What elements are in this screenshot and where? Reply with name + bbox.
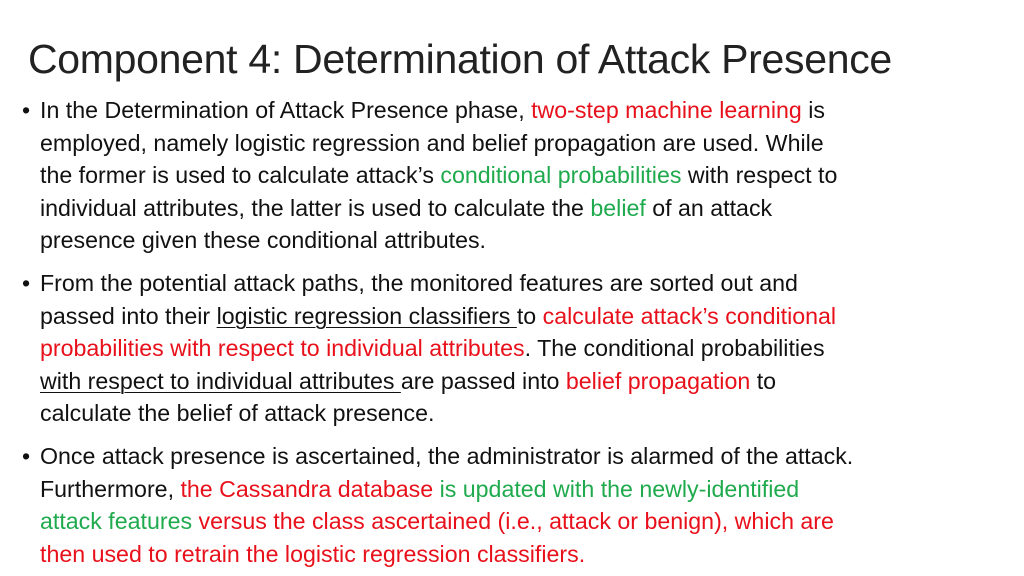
text-line	[40, 505, 1008, 538]
bullet-list	[18, 94, 1008, 570]
text-run: are passed into	[400, 367, 566, 394]
text-run: Once attack presence is ascertained, the administrator is alarmed of the attack.	[40, 442, 854, 469]
text-line	[40, 267, 1008, 300]
underlined-text: with respect to individual attributes	[40, 367, 401, 394]
text-line	[40, 224, 1008, 257]
highlight-green: belief	[590, 194, 646, 221]
bullet-dot: •	[21, 97, 31, 123]
highlight-red: probabilities with respect to individual attributes	[40, 335, 525, 362]
text-line	[40, 397, 1008, 430]
text-run: employed, namely logistic regression and belief propagation are used. While	[40, 129, 824, 156]
highlight-red: versus the class ascertained (i.e., attack or benign), which are	[192, 508, 834, 535]
highlight-red: the Cassandra database	[180, 475, 434, 502]
text-run: In the Determination of Attack Presence phase,	[40, 97, 532, 123]
text-line	[40, 94, 1008, 127]
slide-title: Component 4: Determination of Attack Presence	[28, 36, 892, 82]
bullet-item	[18, 440, 1008, 570]
text-run: of an attack	[645, 194, 773, 221]
bullet-item	[18, 94, 1008, 257]
highlight-red: two-step machine learning	[531, 97, 802, 123]
highlight-red: then used to retrain the logistic regression classifiers.	[40, 540, 586, 567]
text-run: passed into their	[40, 302, 217, 329]
text-run: to	[750, 367, 777, 394]
bullet-item	[18, 267, 1008, 430]
text-run: . The conditional probabilities	[524, 335, 825, 362]
text-run: Furthermore,	[40, 475, 181, 502]
text-line	[40, 538, 1008, 571]
text-line	[40, 300, 1008, 333]
text-run: From the potential attack paths, the monitored features are sorted out and	[40, 269, 798, 296]
text-line	[40, 332, 1008, 365]
text-line	[40, 127, 1008, 160]
text-run: individual attributes, the latter is used to calculate the	[40, 194, 591, 221]
underlined-text: logistic regression classifiers	[216, 302, 517, 329]
text-run: to	[516, 302, 543, 329]
highlight-green: attack features	[40, 508, 193, 535]
text-run: is	[801, 97, 825, 123]
text-run: presence given these conditional attributes.	[40, 227, 486, 254]
text-line	[40, 440, 1008, 473]
text-run: the former is used to calculate attack’s	[40, 162, 441, 189]
text-line	[40, 192, 1008, 225]
bullet-dot: •	[21, 442, 31, 469]
highlight-green: conditional probabilities	[440, 162, 682, 189]
bullet-dot: •	[21, 269, 31, 296]
highlight-red: calculate attack’s conditional	[542, 302, 837, 329]
text-line	[40, 365, 1008, 398]
text-run: with respect to	[681, 162, 838, 189]
text-line	[40, 159, 1008, 192]
text-run: calculate the belief of attack presence.	[40, 400, 435, 427]
highlight-red: belief propagation	[565, 367, 751, 394]
highlight-green: is updated with the newly-identified	[433, 475, 800, 502]
text-line	[40, 473, 1008, 506]
